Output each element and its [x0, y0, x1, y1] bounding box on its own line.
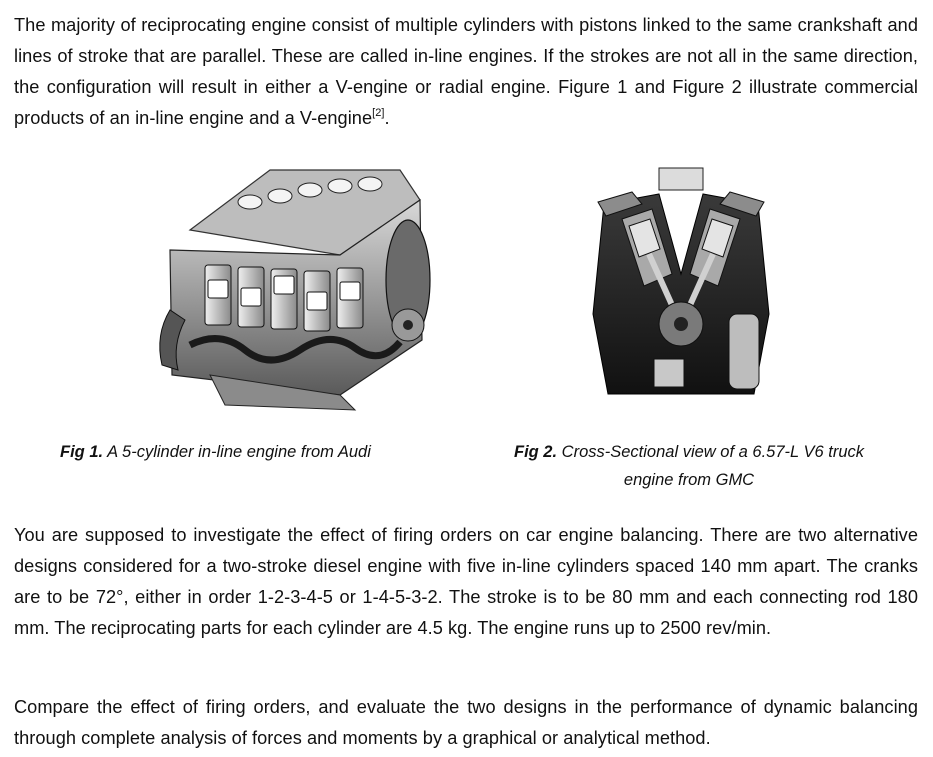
inline-engine-illustration — [150, 160, 462, 418]
intro-end: . — [384, 108, 390, 128]
figure-2-label: Fig 2. — [513, 443, 558, 461]
intro-text: The majority of reciprocating engine consist of multiple cylinders with pistons linked to the same crankshaft and lines of stroke that are parallel. These are called in-line engines. If the strokes are not all in the same direction, the configuration will result in either a V-engine or radial engine. Figure 1 and Figure 2 illustrate commercial products of an in-line engine and a V-engine — [14, 15, 918, 128]
inline-engine-image — [150, 160, 462, 418]
figure-1-caption — [60, 438, 440, 466]
figure-2-caption-line-1: Cross-Sectional view of a 6.57-L V6 truck — [557, 443, 864, 461]
figure-1-caption-text: A 5-cylinder in-line engine from Audi — [103, 443, 371, 461]
task-paragraph: You are supposed to investigate the effect of firing orders on car engine balancing. There are two alternative designs considered for a two-stroke diesel engine with five in-line cylinders spaced 140 mm apart. The cranks are to be 72°, either in order 1-2-3-4-5 or 1-4-5-3-2. The stroke is to be 80 mm and each connecting rod 180 mm. The reciprocating parts for each cylinder are 4.5 kg. The engine runs up to 2500 rev/min. — [14, 525, 918, 638]
figure-1-label: Fig 1. — [60, 443, 104, 461]
citation-reference: [2] — [372, 107, 385, 119]
compare-paragraph: Compare the effect of firing orders, and evaluate the two designs in the performance of dynamic balancing through complete analysis of forces and moments by a graphical or analytical method. — [14, 697, 918, 748]
intro-paragraph — [14, 10, 918, 134]
v6-engine-illustration — [584, 164, 778, 416]
figure-2-caption — [497, 438, 881, 494]
figure-2-caption-line-2: engine from GMC — [623, 471, 755, 489]
v6-engine-image — [584, 164, 778, 416]
